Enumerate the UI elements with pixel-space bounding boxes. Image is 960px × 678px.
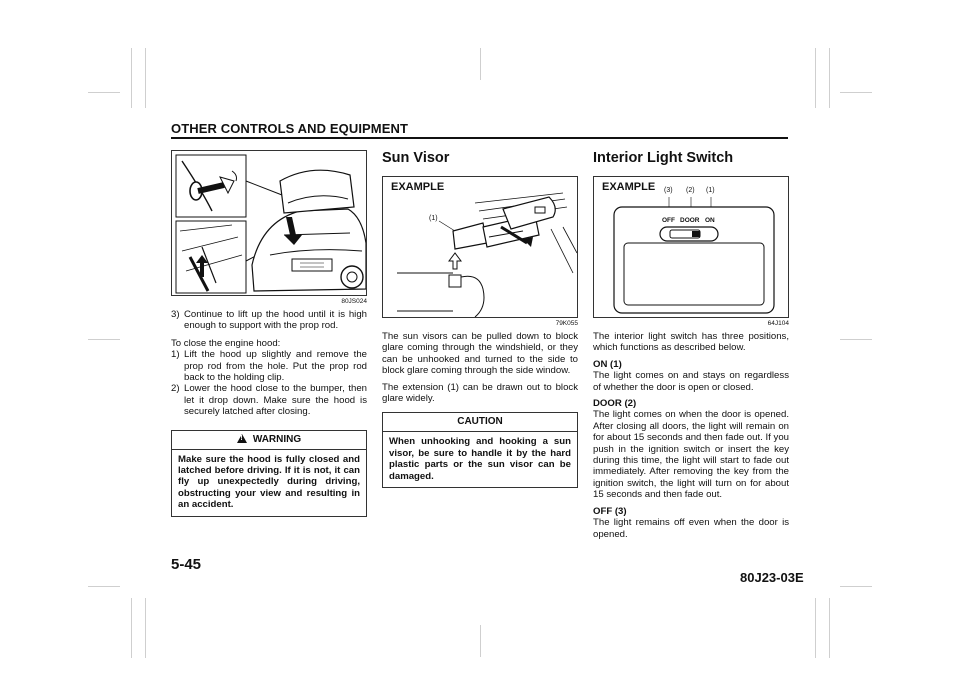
crop-mark: [131, 48, 132, 108]
door-position-text: The light comes on when the door is opened. After closing all doors, the light will remain on for about 15 seconds and then fade out. If you push in the ignition switch or insert the key during this time, the light will start to fade out immediately. After removing the key from the ignition switch, the light will turn on for about 15 seconds and then fade out.: [593, 409, 789, 501]
crop-mark: [145, 48, 146, 108]
crop-mark: [840, 92, 872, 93]
off-position-label: OFF (3): [593, 505, 627, 517]
sun-visor-para-2: The extension (1) can be drawn out to block glare widely.: [382, 381, 578, 405]
warning-text: Make sure the hood is fully closed and latched before driving. If it is not, it can fly up unexpectedly during driving, obstructing your view and resulting in an accident.: [178, 453, 360, 511]
crop-mark: [840, 586, 872, 587]
step-number: 3): [171, 309, 180, 320]
callout-1: (1): [706, 187, 715, 194]
step-3: [171, 309, 367, 332]
warning-box: [171, 430, 367, 517]
on-position-text: The light comes on and stays on regardless of whether the door is open or closed.: [593, 370, 789, 393]
example-label: EXAMPLE: [602, 181, 656, 193]
callout-2: (2): [686, 187, 695, 194]
crop-mark: [829, 48, 830, 108]
step-1: [171, 349, 367, 383]
step-number: 1): [171, 349, 180, 361]
close-hood-intro: To close the engine hood:: [171, 337, 281, 349]
example-label: EXAMPLE: [391, 181, 445, 193]
callout-3: (3): [664, 187, 673, 194]
step-text: Lower the hood close to the bumper, then let it drop down. Make sure the hood is securely latched after closing.: [184, 383, 367, 418]
door-position-label: DOOR (2): [593, 398, 637, 410]
column-interior-light: [593, 150, 789, 545]
interior-light-intro: The interior light switch has three positions, which functions as described below.: [593, 331, 789, 354]
crop-mark: [88, 586, 120, 587]
warning-triangle-icon: [237, 434, 247, 443]
column-sun-visor: [382, 150, 578, 488]
sun-visor-title: Sun Visor: [382, 150, 450, 166]
header-rule: [171, 137, 788, 139]
caution-title: CAUTION: [383, 413, 577, 432]
document-code: 80J23-03E: [740, 570, 804, 585]
switch-label-off: OFF: [662, 217, 675, 224]
figure-code: 80JS024: [341, 298, 367, 305]
step-2: [171, 383, 367, 417]
step-text: Lift the hood up slightly and remove the prop rod from the hole. Put the prop rod back to the holding clip.: [184, 349, 367, 384]
section-header-title: OTHER CONTROLS AND EQUIPMENT: [171, 121, 409, 136]
callout-1: (1): [429, 215, 438, 222]
step-text: Continue to lift up the hood until it is high enough to support with the prop rod.: [184, 309, 367, 332]
off-position-text: The light remains off even when the door is opened.: [593, 517, 789, 540]
crop-mark: [88, 92, 120, 93]
sun-visor-para-1: The sun visors can be pulled down to block glare coming through the windshield, or they can be unhooked and turned to the side to block glare coming through the side window.: [382, 331, 578, 377]
hood-illustration: [171, 150, 367, 296]
interior-light-title: Interior Light Switch: [593, 150, 734, 166]
caution-box: [382, 412, 578, 488]
interior-light-illustration: [593, 176, 789, 318]
warning-title: WARNING: [252, 433, 302, 445]
crop-mark: [480, 625, 481, 657]
crop-mark: [829, 598, 830, 658]
crop-mark: [480, 48, 481, 80]
switch-label-door: DOOR: [680, 217, 700, 224]
column-hood: [171, 150, 367, 517]
crop-mark: [131, 598, 132, 658]
crop-mark: [145, 598, 146, 658]
crop-mark: [840, 339, 872, 340]
crop-mark: [815, 48, 816, 108]
on-position-label: ON (1): [593, 358, 622, 370]
caution-text: When unhooking and hooking a sun visor, be sure to handle it by the hard plastic parts or the sun visor can be damaged.: [389, 436, 571, 482]
step-number: 2): [171, 383, 180, 395]
figure-code: 64J104: [767, 320, 789, 327]
switch-label-on: ON: [705, 217, 715, 224]
figure-code: 79K055: [555, 320, 578, 327]
crop-mark: [815, 598, 816, 658]
page-number: 5-45: [171, 556, 202, 573]
crop-mark: [88, 339, 120, 340]
sun-visor-illustration: [382, 176, 578, 318]
